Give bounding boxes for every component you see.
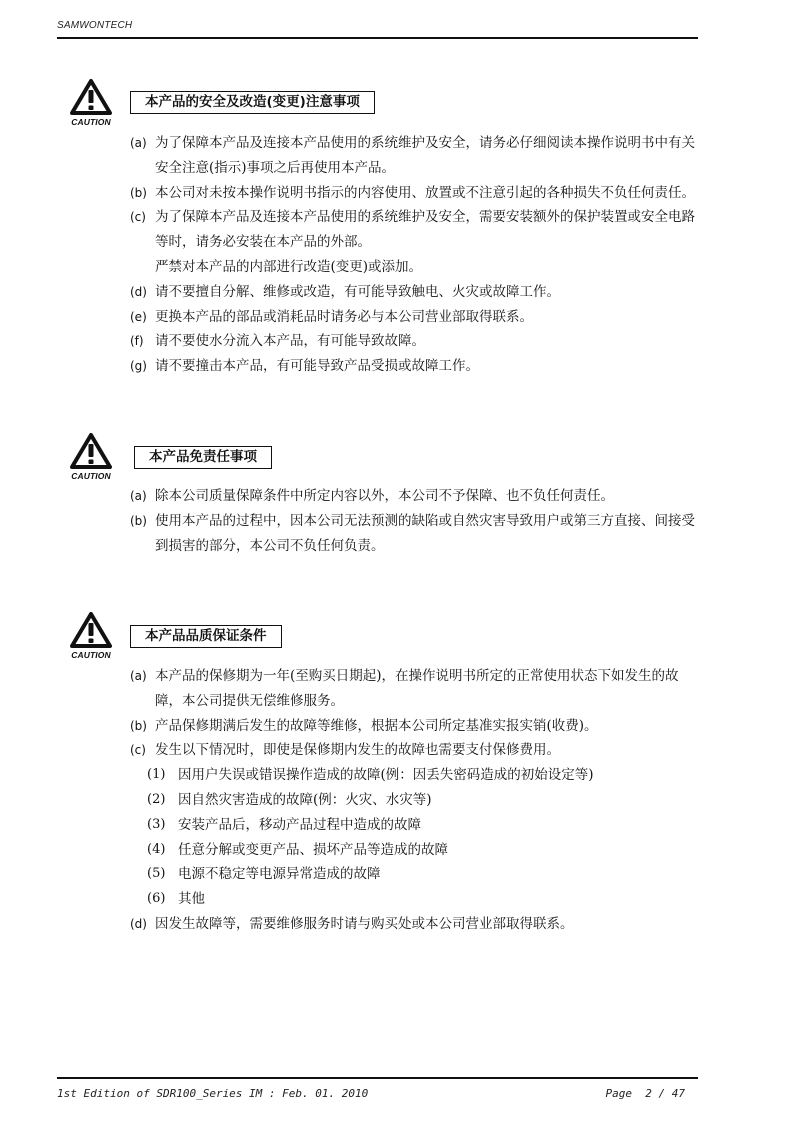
item-marker: (1) bbox=[147, 767, 166, 783]
caution-label: CAUTION bbox=[71, 471, 111, 481]
list-item bbox=[130, 912, 700, 937]
list-item bbox=[130, 305, 700, 330]
list-item bbox=[130, 738, 700, 763]
footer-page-number: Page 2 / 47 bbox=[605, 1087, 685, 1100]
item-list bbox=[130, 664, 700, 937]
item-marker: (c) bbox=[130, 210, 146, 225]
item-text: 其他 bbox=[178, 891, 205, 908]
item-marker: (f) bbox=[130, 334, 144, 349]
item-text: 发生以下情况时，即使是保修期内发生的故障也需要支付保修费用。 bbox=[155, 742, 560, 759]
item-text: 为了保障本产品及连接本产品使用的系统维护及安全，需要安装额外的保护装置或安全电路等时，请务必安装在本产品的外部。 bbox=[155, 209, 695, 251]
list-item bbox=[130, 714, 700, 739]
item-marker: (b) bbox=[130, 513, 147, 528]
list-item bbox=[130, 280, 700, 305]
item-marker: (2) bbox=[147, 791, 166, 807]
list-item bbox=[130, 131, 700, 181]
item-list bbox=[130, 484, 700, 558]
item-text: 为了保障本产品及连接本产品使用的系统维护及安全，请务必仔细阅读本操作说明书中有关安全注意(指示)事项之后再使用本产品。 bbox=[155, 135, 695, 176]
warning-triangle-icon bbox=[69, 611, 113, 649]
list-item bbox=[130, 763, 700, 788]
list-item bbox=[130, 664, 700, 714]
item-marker: (a) bbox=[130, 136, 147, 150]
header-rule bbox=[57, 37, 698, 39]
caution-badge bbox=[64, 611, 118, 660]
warning-triangle-icon bbox=[69, 432, 113, 470]
item-marker: (g) bbox=[130, 359, 147, 374]
item-text: 因自然灾害造成的故障(例：火灾、水灾等) bbox=[178, 791, 432, 808]
item-text: 本产品的保修期为一年(至购买日期起)，在操作说明书所定的正常使用状态下如发生的故障，本公司提供无偿维修服务。 bbox=[155, 668, 679, 709]
item-text: 请不要擅自分解、维修或改造，有可能导致触电、火灾或故障工作。 bbox=[155, 283, 560, 300]
item-marker: (6) bbox=[147, 891, 166, 907]
item-marker: (c) bbox=[130, 743, 146, 758]
brand-header: SAMWONTECH bbox=[57, 20, 133, 31]
item-marker: (a) bbox=[130, 489, 147, 503]
item-text: 更换本产品的部品或消耗品时请务必与本公司营业部取得联系。 bbox=[155, 308, 533, 325]
item-text: 产品保修期满后发生的故障等维修，根据本公司所定基准实报实销(收费)。 bbox=[155, 717, 598, 734]
list-item bbox=[130, 255, 700, 280]
item-text: 因发生故障等，需要维修服务时请与购买处或本公司营业部取得联系。 bbox=[155, 915, 574, 932]
list-item bbox=[130, 838, 700, 863]
item-text: 请不要使水分流入本产品，有可能导致故障。 bbox=[155, 333, 425, 350]
item-marker: (4) bbox=[147, 841, 166, 857]
caution-badge bbox=[64, 78, 118, 127]
footer-rule bbox=[57, 1077, 698, 1079]
caution-label: CAUTION bbox=[71, 117, 111, 127]
list-item bbox=[130, 788, 700, 813]
item-text: 本公司对未按本操作说明书指示的内容使用、放置或不注意引起的各种损失不负任何责任。 bbox=[155, 184, 695, 201]
item-marker: (e) bbox=[130, 309, 147, 324]
item-marker: (d) bbox=[130, 284, 147, 299]
item-text: 请不要撞击本产品，有可能导致产品受损或故障工作。 bbox=[155, 358, 479, 375]
item-marker: (5) bbox=[147, 866, 166, 882]
item-text: 严禁对本产品的内部进行改造(变更)或添加。 bbox=[155, 258, 423, 275]
list-item bbox=[130, 205, 700, 255]
item-marker: (b) bbox=[130, 718, 147, 733]
item-text: 使用本产品的过程中，因本公司无法预测的缺陷或自然灾害导致用户或第三方直接、间接受到损害的部分，本公司不负任何负责。 bbox=[155, 512, 695, 554]
list-item bbox=[130, 181, 700, 206]
list-item bbox=[130, 887, 700, 912]
item-marker: (3) bbox=[147, 816, 166, 832]
item-marker: (b) bbox=[130, 185, 147, 200]
item-text: 因用户失误或错误操作造成的故障(例：因丢失密码造成的初始设定等) bbox=[178, 767, 594, 784]
warning-triangle-icon bbox=[69, 78, 113, 116]
list-item bbox=[130, 354, 700, 379]
list-item bbox=[130, 509, 700, 559]
list-item bbox=[130, 813, 700, 838]
item-marker: (d) bbox=[130, 916, 147, 931]
item-text: 安装产品后，移动产品过程中造成的故障 bbox=[178, 816, 421, 833]
item-text: 电源不稳定等电源异常造成的故障 bbox=[178, 866, 381, 883]
item-text: 除本公司质量保障条件中所定内容以外，本公司不予保障、也不负任何责任。 bbox=[155, 488, 614, 504]
section-title: 本产品品质保证条件 bbox=[130, 625, 282, 648]
footer-edition: 1st Edition of SDR100_Series IM : Feb. 01. 2010 bbox=[57, 1087, 369, 1100]
section-title: 本产品免责任事项 bbox=[134, 446, 272, 469]
list-item bbox=[130, 329, 700, 354]
section-title: 本产品的安全及改造(变更)注意事项 bbox=[130, 91, 375, 114]
list-item bbox=[130, 862, 700, 887]
caution-label: CAUTION bbox=[71, 650, 111, 660]
list-item bbox=[130, 484, 700, 509]
item-text: 任意分解或变更产品、损坏产品等造成的故障 bbox=[178, 841, 448, 858]
item-list bbox=[130, 131, 700, 379]
caution-badge bbox=[64, 432, 118, 481]
item-marker: (a) bbox=[130, 669, 147, 683]
